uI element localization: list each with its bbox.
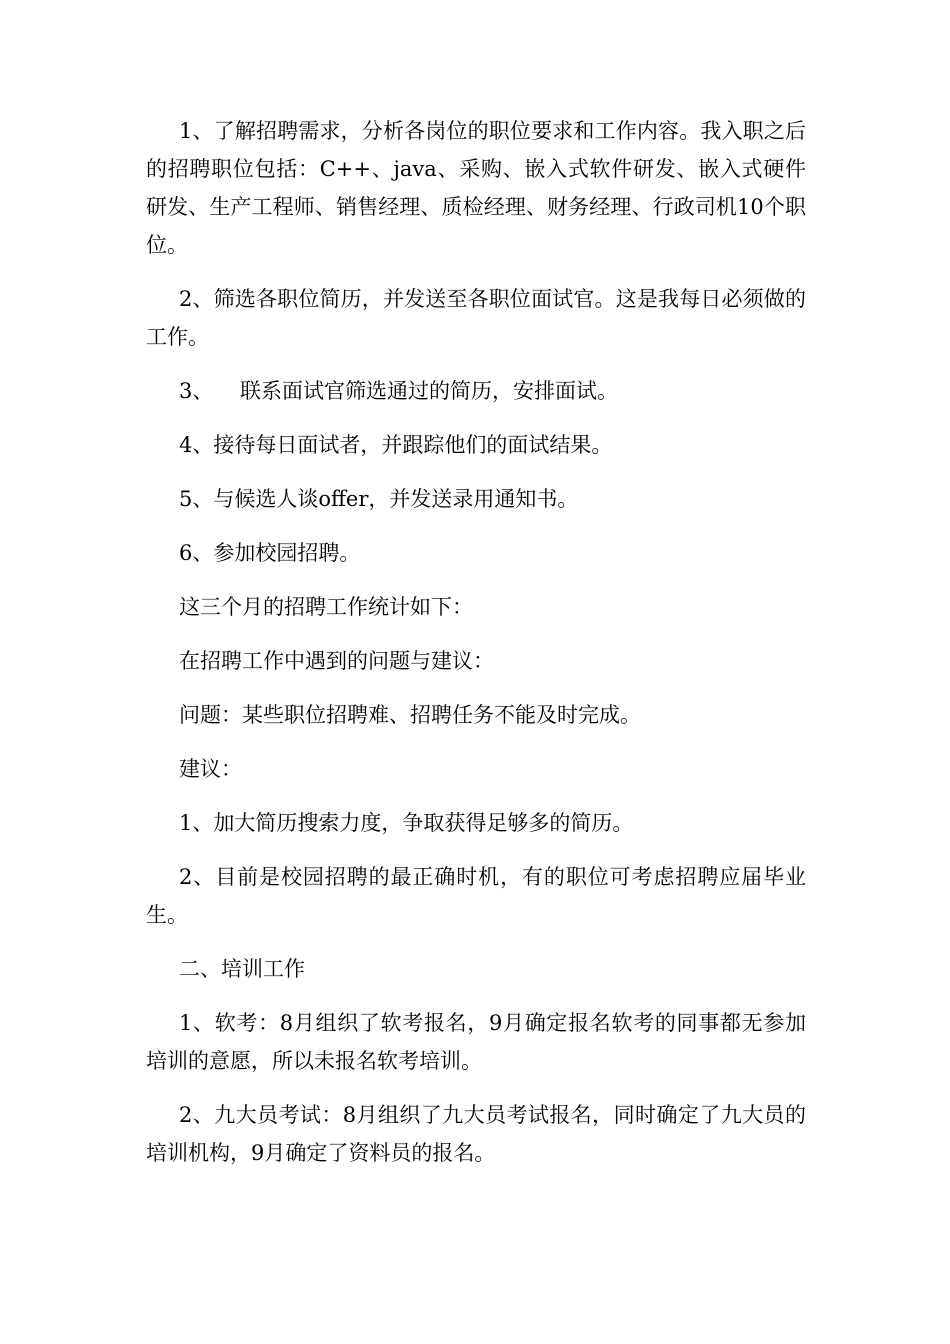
section-heading-training: 二、培训工作 — [179, 957, 305, 981]
paragraph-problem: 问题：某些职位招聘难、招聘任务不能及时完成。 — [179, 703, 641, 727]
paragraph-statistics: 这三个月的招聘工作统计如下： — [179, 595, 473, 619]
document-page — [146, 112, 806, 1188]
paragraph-suggestion-1: 1、加大简历搜索力度，争取获得足够多的简历。 — [179, 811, 634, 835]
paragraph-suggestion-2: 2、目前是校园招聘的最正确时机，有的职位可考虑招聘应届毕业生。 — [146, 865, 806, 927]
paragraph-recruit-3: 3、 联系面试官筛选通过的简历，安排面试。 — [179, 379, 619, 403]
paragraph-recruit-5: 5、与候选人谈offer，并发送录用通知书。 — [179, 487, 579, 511]
paragraph-training-2: 2、九大员考试：8月组织了九大员考试报名，同时确定了九大员的培训机构，9月确定了资料员的报名。 — [146, 1103, 806, 1165]
paragraph-recruit-6: 6、参加校园招聘。 — [179, 541, 361, 565]
paragraph-recruit-1: 1、了解招聘需求，分析各岗位的职位要求和工作内容。我入职之后的招聘职位包括：C++、java、采购、嵌入式软件研发、嵌入式硬件研发、生产工程师、销售经理、质检经理、财务经理、行政司机10个职位。 — [146, 119, 806, 257]
paragraph-recruit-4: 4、接待每日面试者，并跟踪他们的面试结果。 — [179, 433, 613, 457]
paragraph-issues-heading: 在招聘工作中遇到的问题与建议： — [179, 649, 494, 673]
paragraph-training-1: 1、软考：8月组织了软考报名，9月确定报名软考的同事都无参加培训的意愿，所以未报名软考培训。 — [146, 1011, 806, 1073]
paragraph-suggestion-heading: 建议： — [179, 757, 242, 781]
paragraph-recruit-2: 2、筛选各职位简历，并发送至各职位面试官。这是我每日必须做的工作。 — [146, 287, 806, 349]
